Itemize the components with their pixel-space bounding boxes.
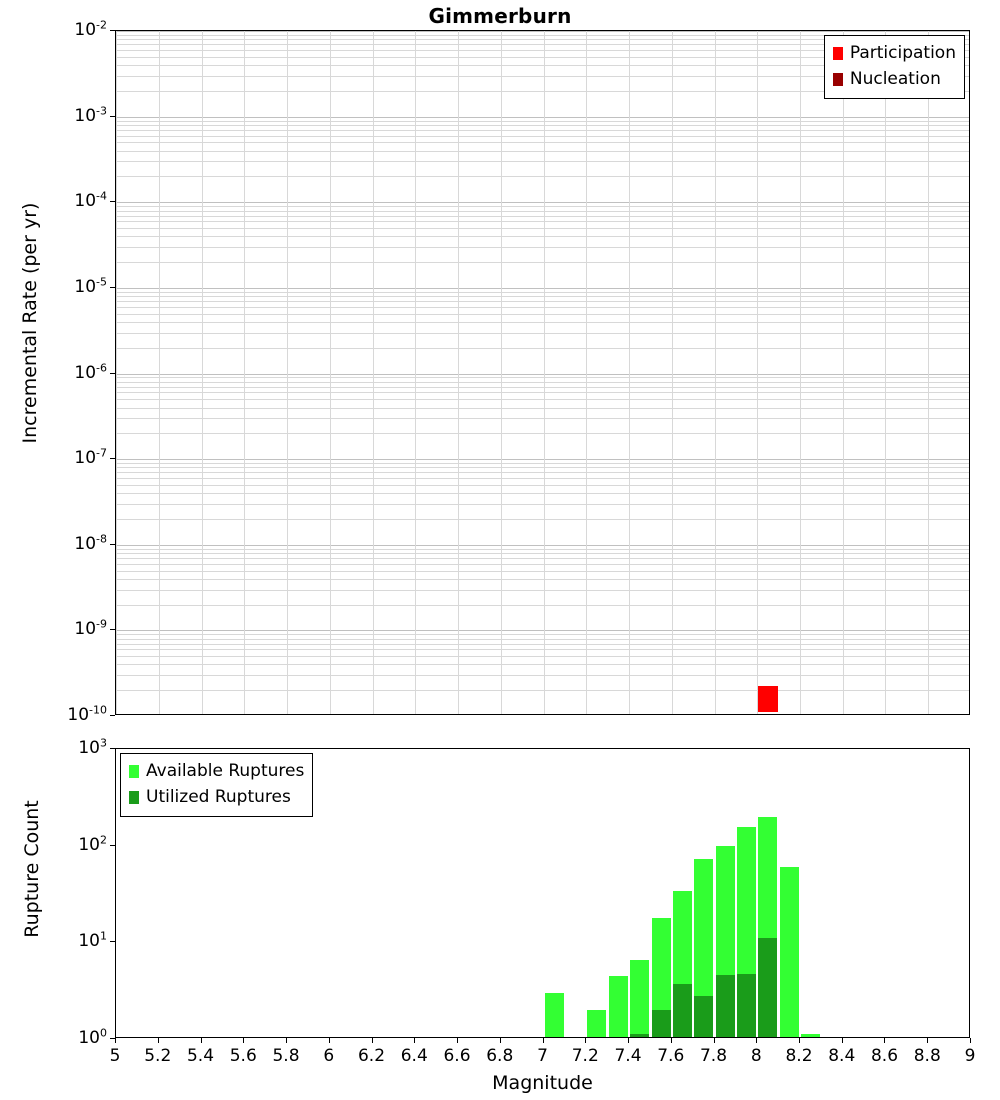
x-tick-label: 6.4 xyxy=(400,1046,428,1066)
top-legend xyxy=(824,35,965,99)
x-tick-mark xyxy=(842,1038,843,1043)
x-tick-mark xyxy=(927,1038,928,1043)
y-tick-mark xyxy=(110,30,115,31)
y-tick-mark xyxy=(110,544,115,545)
x-tick-mark xyxy=(714,1038,715,1043)
rupture-count-plot xyxy=(115,748,970,1038)
y-tick-mark xyxy=(110,941,115,942)
utilized-rupture-bar xyxy=(694,996,713,1038)
available-rupture-bar xyxy=(630,960,649,1038)
x-tick-label: 5.4 xyxy=(186,1046,215,1066)
y-tick-mark xyxy=(110,629,115,630)
legend-item-nucleation xyxy=(833,67,956,93)
legend-label-participation: Participation xyxy=(849,43,956,63)
x-tick-label: 7.6 xyxy=(657,1046,685,1066)
legend-item-utilized-ruptures xyxy=(129,785,304,811)
x-tick-label: 7 xyxy=(537,1046,548,1066)
x-tick-mark xyxy=(884,1038,885,1043)
legend-item-participation xyxy=(833,41,956,67)
y-tick-label: $10^{-10}$ xyxy=(67,703,107,725)
x-tick-label: 6.2 xyxy=(357,1046,386,1066)
page-title: Gimmerburn xyxy=(428,4,572,28)
utilized-rupture-bar xyxy=(652,1010,671,1038)
x-tick-label: 6 xyxy=(323,1046,335,1066)
y-tick-label: $10^{-2}$ xyxy=(74,18,107,40)
x-tick-label: 5 xyxy=(109,1046,121,1066)
y-tick-mark xyxy=(110,845,115,846)
x-tick-mark xyxy=(671,1038,672,1043)
y-tick-label: $10^{-7}$ xyxy=(74,446,107,469)
x-tick-mark xyxy=(372,1038,373,1043)
x-tick-label: 8.4 xyxy=(828,1046,856,1066)
y-tick-label: $10^{-9}$ xyxy=(74,617,107,640)
top-data-layer xyxy=(116,31,969,714)
x-tick-label: 8.6 xyxy=(870,1046,899,1066)
x-tick-mark xyxy=(756,1038,757,1043)
x-tick-mark xyxy=(329,1038,330,1043)
y-tick-mark xyxy=(110,287,115,288)
available-rupture-bar xyxy=(545,993,564,1038)
x-tick-label: 7.4 xyxy=(614,1046,642,1066)
y-tick-label: $10^0$ xyxy=(78,1026,107,1048)
nucleation-swatch xyxy=(833,73,843,86)
x-tick-mark xyxy=(543,1038,544,1043)
x-tick-label: 6.6 xyxy=(443,1046,471,1066)
y-tick-label: $10^{-6}$ xyxy=(74,360,107,383)
legend-label-nucleation: Nucleation xyxy=(849,68,941,89)
utilized-rupture-bar xyxy=(716,975,735,1038)
x-tick-label: 6.8 xyxy=(486,1046,514,1066)
y-tick-mark xyxy=(110,748,115,749)
legend-label-available-ruptures: Available Ruptures xyxy=(146,761,305,781)
x-tick-mark xyxy=(585,1038,586,1043)
y-tick-mark xyxy=(110,201,115,202)
utilized-rupture-bar xyxy=(630,1034,649,1038)
x-tick-mark xyxy=(201,1038,202,1043)
utilized-rupture-bar xyxy=(737,974,756,1038)
x-tick-mark xyxy=(243,1038,244,1043)
x-tick-label: 8.2 xyxy=(785,1046,813,1066)
available-rupture-bar xyxy=(801,1034,820,1038)
available-rupture-bar xyxy=(609,976,628,1038)
utilized-ruptures-swatch xyxy=(129,791,139,804)
x-tick-label: 7.8 xyxy=(699,1046,728,1066)
x-tick-mark xyxy=(970,1038,971,1043)
legend-label-utilized-ruptures: Utilized Ruptures xyxy=(146,786,291,807)
x-tick-mark xyxy=(457,1038,458,1043)
y-tick-label: $10^{-5}$ xyxy=(74,275,107,297)
y-tick-mark xyxy=(110,715,115,716)
x-tick-mark xyxy=(799,1038,800,1043)
participation-bar xyxy=(758,686,778,712)
x-tick-label: 5.6 xyxy=(229,1046,257,1066)
y-tick-label: $10^{-8}$ xyxy=(74,532,107,554)
bottom-y-axis-title: Rupture Count xyxy=(21,800,43,938)
y-tick-label: $10^3$ xyxy=(78,736,107,758)
x-tick-mark xyxy=(628,1038,629,1043)
x-tick-mark xyxy=(115,1038,116,1043)
x-tick-label: 8.8 xyxy=(913,1046,941,1066)
x-tick-mark xyxy=(286,1038,287,1043)
x-tick-mark xyxy=(500,1038,501,1043)
available-rupture-bar xyxy=(587,1010,606,1038)
y-tick-label: $10^1$ xyxy=(78,929,107,952)
utilized-rupture-bar xyxy=(758,938,777,1038)
x-tick-label: 8 xyxy=(750,1046,762,1066)
x-tick-label: 7.2 xyxy=(571,1046,599,1066)
x-axis-title: Magnitude xyxy=(492,1072,593,1094)
legend-item-available-ruptures xyxy=(129,759,304,785)
x-tick-label: 9 xyxy=(964,1046,976,1066)
y-tick-mark xyxy=(110,458,115,459)
top-y-axis-title: Incremental Rate (per yr) xyxy=(19,202,41,444)
y-tick-label: $10^{-4}$ xyxy=(74,189,107,212)
available-ruptures-swatch xyxy=(129,765,139,778)
bottom-legend xyxy=(120,753,313,817)
x-tick-label: 5.8 xyxy=(272,1046,300,1066)
y-tick-label: $10^2$ xyxy=(78,833,107,855)
incremental-rate-plot xyxy=(115,30,970,715)
utilized-rupture-bar xyxy=(673,984,692,1038)
y-tick-mark xyxy=(110,373,115,374)
x-tick-mark xyxy=(414,1038,415,1043)
y-tick-mark xyxy=(110,116,115,117)
available-rupture-bar xyxy=(780,867,799,1038)
y-tick-label: $10^{-3}$ xyxy=(74,103,107,126)
x-tick-label: 5.2 xyxy=(144,1046,172,1066)
participation-swatch xyxy=(833,47,843,60)
x-tick-mark xyxy=(158,1038,159,1043)
